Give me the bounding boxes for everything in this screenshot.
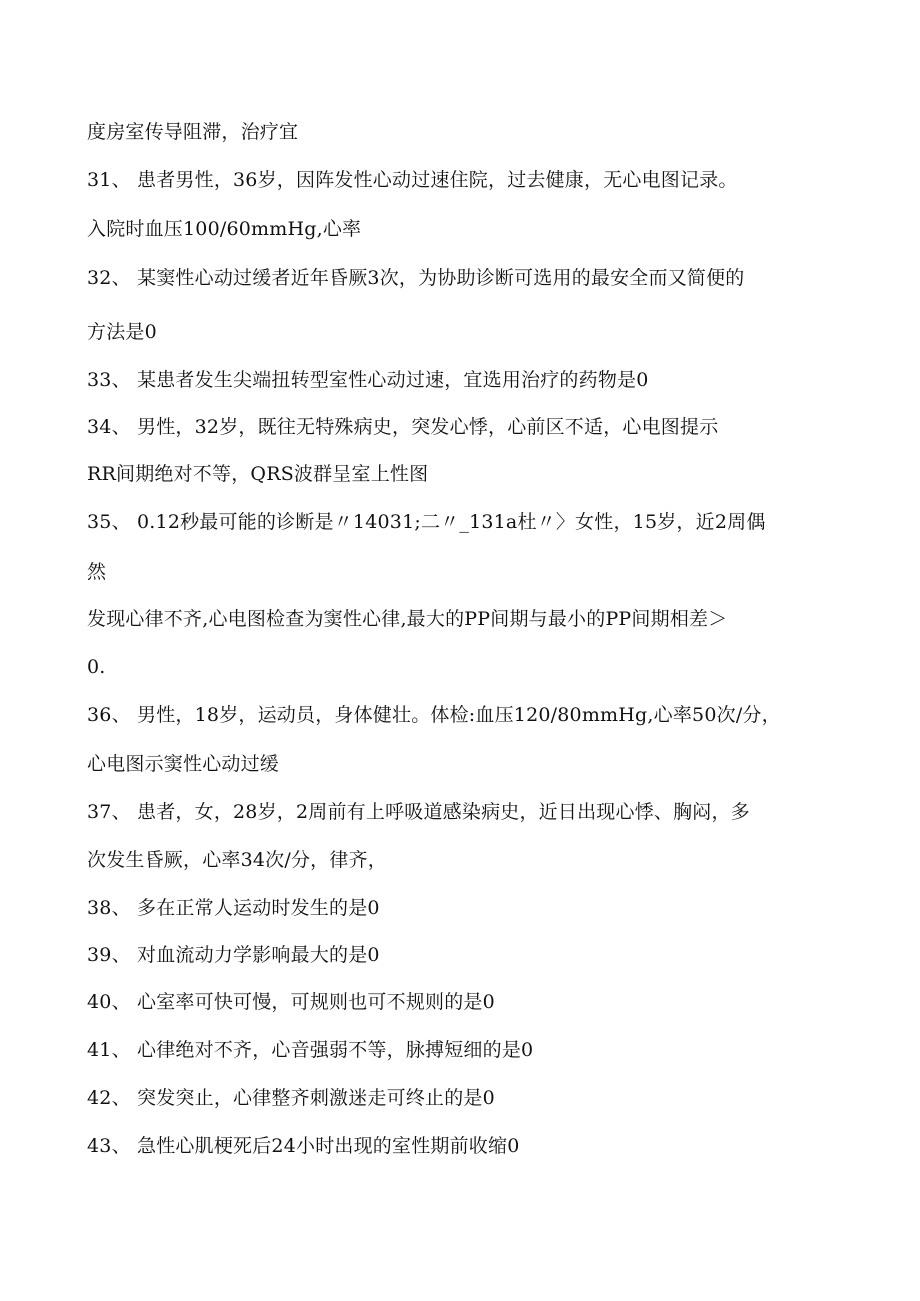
text-line: 心电图示窦性心动过缓 <box>87 753 280 775</box>
question-33-line: 33、 某患者发生尖端扭转型室性心动过速，宜选用治疗的药物是0 <box>87 369 649 391</box>
text-line: 入院时血压100/60mmHg,心率 <box>87 218 362 240</box>
text-line: 度房室传导阻滞，治疗宜 <box>87 121 299 143</box>
question-31-line: 31、 患者男性，36岁，因阵发性心动过速住院，过去健康，无心电图记录。 <box>87 169 738 191</box>
text-line: 发现心律不齐,心电图检查为窦性心律,最大的PP间期与最小的PP间期相差＞ <box>87 608 728 630</box>
question-35-line: 35、 0.12秒最可能的诊断是〃14031;二〃_131a杜〃〉女性，15岁，近2周偶 <box>87 511 766 533</box>
question-40-line: 40、 心室率可快可慢，可规则也可不规则的是0 <box>87 991 495 1013</box>
question-39-line: 39、 对血流动力学影响最大的是0 <box>87 944 380 966</box>
question-38-line: 38、 多在正常人运动时发生的是0 <box>87 897 380 919</box>
question-34-line: 34、 男性，32岁，既往无特殊病史，突发心悸，心前区不适，心电图提示 <box>87 416 719 438</box>
question-32-line: 32、 某窦性心动过缓者近年昏厥3次，为协助诊断可选用的最安全而又简便的 <box>87 267 745 289</box>
text-line: RR间期绝对不等，QRS波群呈室上性图 <box>87 463 429 485</box>
text-line: 次发生昏厥，心率34次/分，律齐， <box>87 849 387 871</box>
text-line: 方法是0 <box>87 321 157 343</box>
question-43-line: 43、 急性心肌梗死后24小时出现的室性期前收缩0 <box>87 1135 520 1157</box>
question-36-line: 36、 男性，18岁，运动员，身体健壮。体检:血压120/80mmHg,心率50次/分， <box>87 704 781 726</box>
question-41-line: 41、 心律绝对不齐，心音强弱不等，脉搏短细的是0 <box>87 1039 534 1061</box>
question-42-line: 42、 突发突止，心律整齐刺激迷走可终止的是0 <box>87 1087 495 1109</box>
question-37-line: 37、 患者，女，28岁，2周前有上呼吸道感染病史，近日出现心悸、胸闷，多 <box>87 801 750 823</box>
text-line: 0. <box>87 656 106 678</box>
text-line: 然 <box>87 561 107 583</box>
